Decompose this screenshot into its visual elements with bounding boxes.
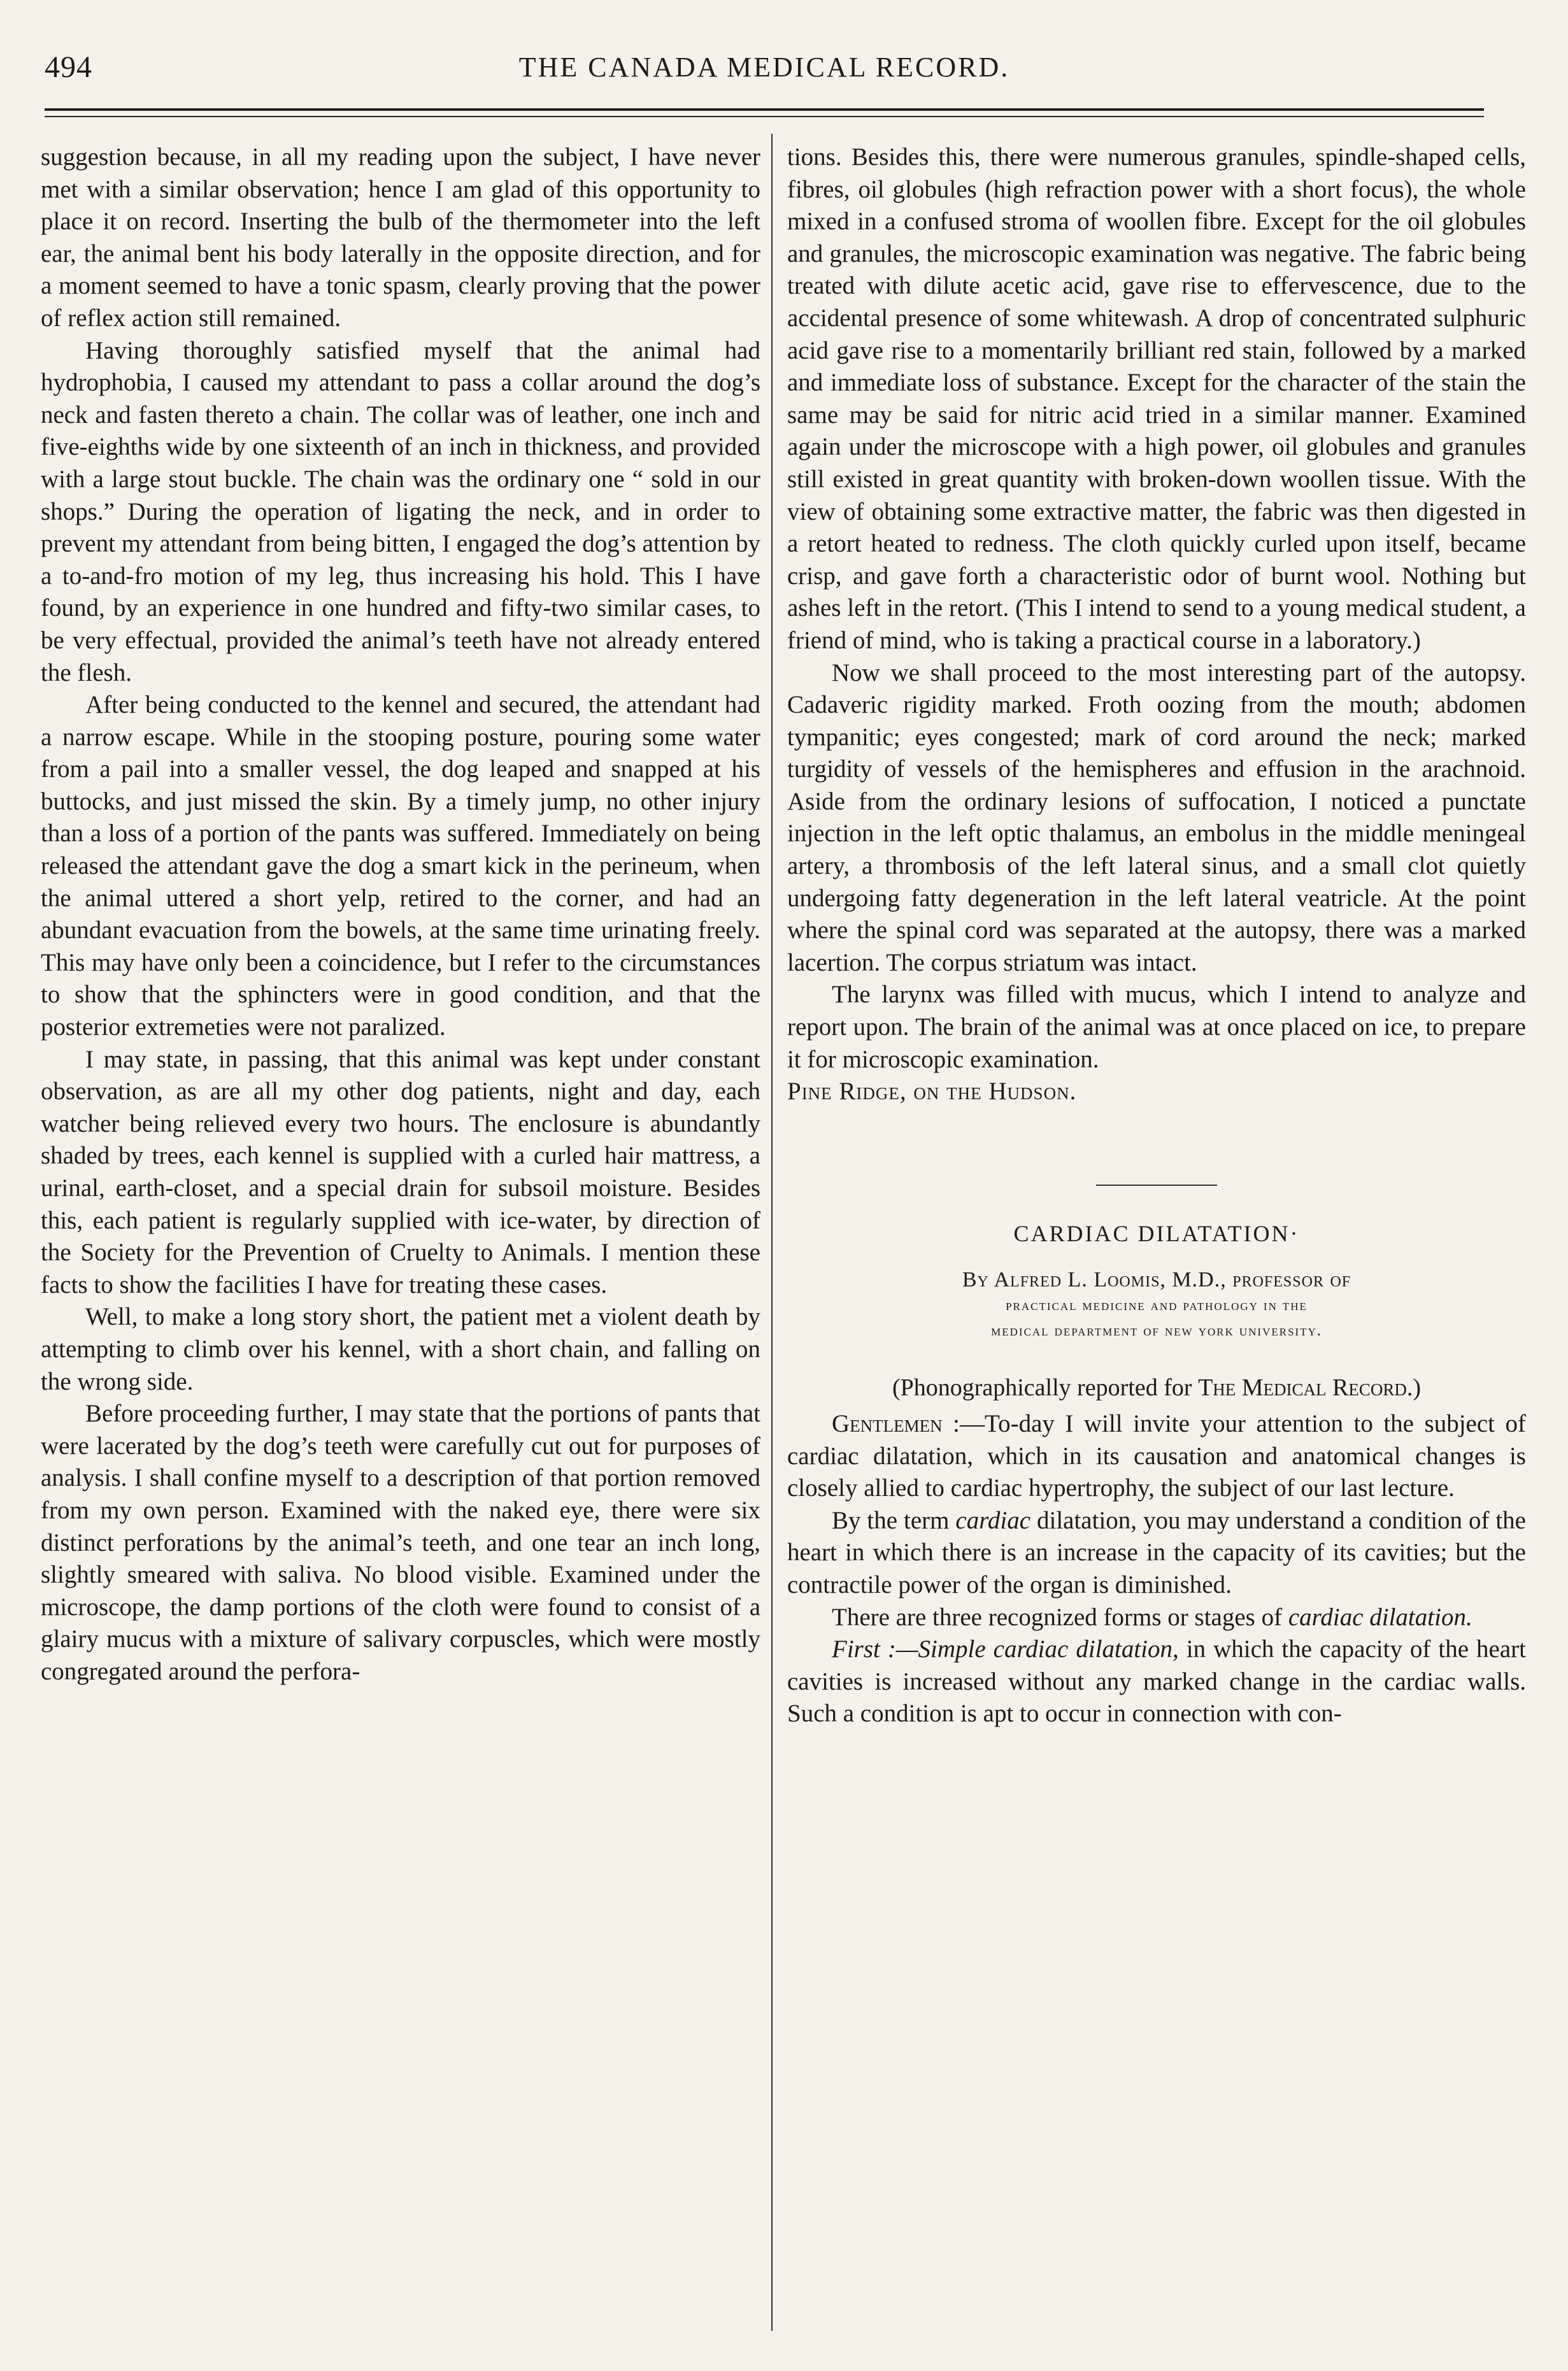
- article-paragraph-3-a: There are three recognized forms or stages of: [832, 1603, 1288, 1631]
- article-paragraph-2-a: By the term: [832, 1506, 956, 1534]
- article-paragraph-2-b: dilatation, you may understand a condition of the heart in which there is an increase in the capacity of its cavities; but the contractile power of the organ is diminished.: [787, 1506, 1526, 1598]
- article-byline: [787, 1267, 1526, 1344]
- article-paragraph-4-italic: First :—Simple cardiac dilatation,: [832, 1635, 1179, 1663]
- left-paragraph-6: Before proceeding further, I may state that the portions of pants that were lacerated by the dog’s teeth were carefully cut out for purposes of analysis. I shall confine myself to a description of that portion removed from my own person. Examined with the naked eye, there were six distinct perforations by the animal’s teeth, and one tear an inch long, slightly smeared with saliva. No blood visible. Examined under the microscope, the damp portions of the cloth were found to consist of a glairy mucus with a mixture of salivary corpuscles, which were mostly congregated around the perfora-: [41, 1400, 760, 1685]
- reporting-note: [787, 1372, 1526, 1404]
- reporting-note-journal: The Medical Record: [1198, 1374, 1407, 1402]
- right-paragraph-2: Now we shall proceed to the most interesting part of the autopsy. Cadaveric rigidity marked. Froth oozing from the mouth; abdomen tympanitic; eyes congested; mark of cord around the neck; marked turgidity of vessels of the hemispheres and effusion in the arachnoid. Aside from the ordinary lesions of suffocation, I noticed a punctate injection in the left optic thalamus, an embolus in the middle meningeal artery, a thrombosis of the left lateral sinus, and a small clot quietly undergoing fatty degeneration in the left lateral veatricle. At the point where the spinal cord was separated at the autopsy, there was a marked lacertion. The corpus striatum was intact.: [787, 659, 1526, 976]
- running-head: [45, 50, 1484, 101]
- left-paragraph-5: Well, to make a long story short, the patient met a violent death by attempting to climb over his kennel, with a short chain, and falling on the wrong side.: [41, 1303, 760, 1395]
- article-paragraph-3: [787, 1602, 1526, 1634]
- article-paragraph-1: [787, 1408, 1526, 1505]
- article-separator-rule: [1096, 1185, 1217, 1186]
- article-paragraph-4: [787, 1634, 1526, 1730]
- article-paragraph-3-italic: cardiac dilatation.: [1288, 1603, 1472, 1631]
- article-paragraph-2: [787, 1505, 1526, 1602]
- right-paragraph-1: tions. Besides this, there were numerous granules, spindle-shaped cells, fibres, oil globules (high refraction power with a short focus), the whole mixed in a confused stroma of woollen fibre. Except for the oil globules and granules, the microscopic examination was negative. The fabric being treated with dilute acetic acid, gave rise to effervescence, due to the accidental presence of some whitewash. A drop of concentrated sulphuric acid gave rise to a momentarily brilliant red stain, followed by a marked and immediate loss of substance. Except for the character of the stain the same may be said for nitric acid tried in a similar manner. Examined again under the microscope with a high power, oil globules and granules still existed in great quantity with broken-down woollen tissue. With the view of obtaining some extractive matter, the fabric was then digested in a retort heated to redness. The cloth quickly curled upon itself, became crisp, and gave forth a characteristic odor of burnt wool. Nothing but ashes left in the retort. (This I intend to send to a young medical student, a friend of mind, who is taking a practical course in a laboratory.): [787, 143, 1526, 654]
- left-paragraph-4: I may state, in passing, that this animal was kept under constant observation, as are all my other dog patients, night and day, each watcher being relieved every two hours. The enclosure is abundantly shaded by trees, each kennel is supplied with a curled hair mattress, a urinal, earth-closet, and a special drain for subsoil moisture. Besides this, each patient is regularly supplied with ice-water, by direction of the Society for the Prevention of Cruelty to Animals. I mention these facts to show the facilities I have for treating these cases.: [41, 1045, 760, 1299]
- header-rule-thick: [45, 108, 1484, 111]
- left-column: [41, 141, 760, 1688]
- left-paragraph-2: Having thoroughly satisfied myself that the animal had hydrophobia, I caused my attendant to pass a collar around the dog’s neck and fasten thereto a chain. The collar was of leather, one inch and five-eighths wide by one sixteenth of an inch in thickness, and provided with a large stout buckle. The chain was the ordinary one “ sold in our shops.” During the operation of ligating the neck, and in order to prevent my attendant from being bitten, I engaged the dog’s attention by a to-and-fro motion of my leg, thus increasing his hold. This I have found, by an experience in one hundred and fifty-two similar cases, to be very effectual, provided the animal’s teeth have not already entered the flesh.: [41, 336, 760, 687]
- reporting-note-suffix: .): [1406, 1374, 1422, 1402]
- journal-title: THE CANADA MEDICAL RECORD.: [518, 52, 1010, 83]
- article-title: CARDIAC DILATATION·: [1013, 1220, 1300, 1246]
- article-paragraph-1-text: :—To-day I will invite your attention to the subject of cardiac dilatation, which in its causation and anatomical changes is closely allied to cardiac hypertrophy, the subject of our last lecture.: [787, 1410, 1526, 1502]
- left-paragraph-3: After being conducted to the kennel and secured, the attendant had a narrow escape. While in the stooping posture, pouring some water from a pail into a smaller vessel, the dog leaped and snapped at his buttocks, and just missed the skin. By a timely jump, no other injury than a loss of a portion of the pants was suffered. Immediately on being released the attendant gave the dog a smart kick in the perineum, when the animal uttered a short yelp, retired to the corner, and had an abundant evacuation from the bowels, at the same time urinating freely. This may have only been a coincidence, but I refer to the circumstances to show that the sphincters were in good condition, and that the posterior extremeties were not paralized.: [41, 691, 760, 1041]
- page-number: 494: [45, 50, 92, 84]
- right-column: [787, 141, 1526, 1730]
- byline-affiliation-2: medical department of new york university.: [991, 1323, 1322, 1340]
- header-rule-thin: [45, 116, 1484, 117]
- right-paragraph-3: The larynx was filled with mucus, which I intend to analyze and report upon. The brain of the animal was at once placed on ice, to prepare it for microscopic examination.: [787, 981, 1526, 1073]
- reporting-note-prefix: (Phonographically reported for: [892, 1374, 1199, 1402]
- byline-author: By Alfred L. Loomis, M.D., professor of: [962, 1268, 1351, 1292]
- place-signature: Pine Ridge, on the Hudson.: [787, 1078, 1077, 1106]
- column-divider: [771, 134, 773, 2331]
- left-paragraph-1: suggestion because, in all my reading upon the subject, I have never met with a similar observation; hence I am glad of this opportunity to place it on record. Inserting the bulb of the thermometer into the left ear, the animal bent his body laterally in the opposite direction, and for a moment seemed to have a tonic spasm, clearly proving that the power of reflex action still remained.: [41, 143, 760, 332]
- byline-affiliation-1: practical medicine and pathology in the: [1006, 1297, 1308, 1314]
- article-paragraph-4-text: in which the capacity of the heart cavities is increased without any marked change in the cardiac walls. Such a condition is apt to occur in connection with con-: [787, 1635, 1526, 1728]
- article-paragraph-2-italic: cardiac: [955, 1506, 1031, 1534]
- salutation: Gentlemen: [832, 1410, 943, 1437]
